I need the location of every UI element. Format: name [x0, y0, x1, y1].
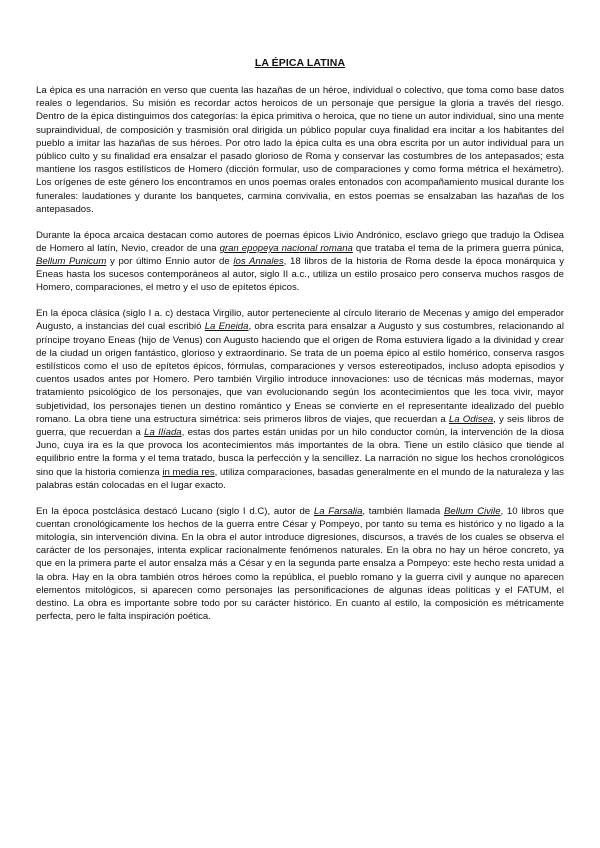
paragraph-epoca-postclasica	[36, 505, 564, 624]
paragraph-epoca-clasica	[36, 307, 564, 492]
text-run: , obra escrita para ensalzar a Augusto y sus costumbres, relacionando al príncipe troyano Eneas (hijo de Venus) con Augusto haciendo que el origen de Roma estuviera ligado a la divinidad y crear de la ciudad un origen fantástico, glorioso y extraordinario. Se trata de un poema épico al estilo homérico, conserva rasgos estilísticos como el uso de epítetos épicos, fórmulas, comparaciones y versos estereotipados, incluso adopta episodios y cuentos usados antes por Homero. Pero también Virgilio introduce innovaciones: uso de técnicas más modernas, mayor tratamiento psicológico de los personajes, que van evolucionando según los acontecimientos que les toca vivir, mayor subjetividad, los personajes tienen un destino romántico y Eneas se convierte en el representante idealizado del pueblo romano. La obra tiene una estructura simétrica: seis primeros libros de viajes, que recuerdan a	[36, 321, 564, 425]
text-run: y por último Ennio autor de	[106, 256, 234, 268]
work-title: La Eneida	[204, 321, 249, 333]
text-run: Durante la época arcaica destacan como autores de poemas épicos Livio Andrónico, esclavo griego que tradujo la Odisea de Homero al latín, Nevio, creador de una	[36, 229, 564, 254]
page-title: LA ÉPICA LATINA	[254, 57, 346, 69]
text-run: , 18 libros de la historia de Roma desde la época monárquica y Eneas hasta los sucesos contemporáneos al autor, siglo II a.c., utiliza un estilo prosaico pero conserva muchos rasgos de Homero, comparaciones, el metro y el uso de epítetos épicos.	[36, 256, 564, 294]
paragraph-epoca-arcaica	[36, 229, 564, 295]
text-run: La épica es una narración en verso que cuenta las hazañas de un héroe, individual o colectivo, que toma como base datos reales o legendarios. Su misión es recordar actos heroicos de un personaje que persigue la gloria a través del riesgo. Dentro de la épica distinguimos dos categorías: la épica primitiva o heroica, que no tiene un autor individual, sino una mente supraindividual, de composición y trasmisión oral dirigida un público popular cuya finalidad era incitar a los habitantes del pueblo a imitar las hazañas de sus héroes. Por otro lado la épica culta es una obra escrita por un autor individual para un público culto y su finalidad era ensalzar el pasado glorioso de Roma y conservar las costumbres de los antepasados; esta mantiene los rasgos estilísticos de Homero (dicción formular, uso de comparaciones y como forma métrica el hexámetro). Los orígenes de este género los encontramos en unos poemas orales entonados con acompañamiento musical durante los funerales: laudationes y durante los banquetes, carmina convivalia, en estos poemas se ensalzaban las hazañas de los antepasados.	[36, 85, 564, 215]
text-run: , utiliza comparaciones, basadas generalmente en el mundo de la naturaleza y las palabras están colocadas en el lugar exacto.	[36, 466, 564, 491]
work-title: La Farsalia	[313, 505, 363, 517]
text-run: , y seis libros de guerra, que recuerdan a	[36, 413, 564, 439]
text-run: , también llamada	[362, 505, 445, 517]
text-run: , 10 libros que cuentan cronológicamente los hechos de la guerra entre César y Pompeyo, por tanto su tema es histórico y no ligado a la mitología, sin intervención divina. En la obra el autor introduce digresiones, discursos, a través de los cuales se observa el carácter de los personajes, intenta explicar racionalmente fenómenos naturales. En la obra no hay un héroe concreto, ya que en la primera parte el autor ensalza más a César y en la segunda parte ensalza a Pompeyo: este hecho resta unidad a la obra. Hay en la obra también otros héroes como la república, el pueblo romano y la guerra civil y aunque no aparecen elementos mitológicos, si aparecen como personajes las personificaciones de algunas ideas políticas y el FATUM, el destino. La obra es importante sobre todo por su carácter histórico. En cuanto al estilo, la composición es métricamente perfecta, pero le falta inspiración poética.	[36, 505, 565, 623]
latin-expression: in media res	[162, 466, 215, 478]
work-title: La Odisea	[448, 413, 494, 425]
text-run: En la época postclásica destacó Lucano (siglo I d.C), autor de	[36, 505, 314, 517]
work-title: Bellum Punicum	[36, 256, 107, 268]
work-title: La Ilíada	[144, 427, 182, 439]
text-run: En la época clásica (siglo I a. c) destaca Virgilio, autor perteneciente al círculo literario de Mecenas y amigo del emperador Augusto, a instancias del cual escribió	[36, 308, 564, 333]
work-title: los Annales	[233, 256, 284, 268]
paragraph-introduccion	[36, 84, 564, 216]
work-title: gran epopeya nacional romana	[219, 242, 353, 254]
text-run: que trataba el tema de la primera guerra púnica,	[352, 242, 564, 254]
work-title: Bellum Civile	[444, 505, 501, 517]
text-run: , estas dos partes están unidas por un hilo conductor común, la intervención de la diosa Juno, cuya ira es la que provoca los acontecimientos más importantes de la obra. Tiene un estilo clásico que tiende al equilibrio entre la forma y el tema tratado, busca la perfección y la sencillez. La narración no sigue los hechos cronológicos sino que la historia comienza	[36, 427, 564, 478]
